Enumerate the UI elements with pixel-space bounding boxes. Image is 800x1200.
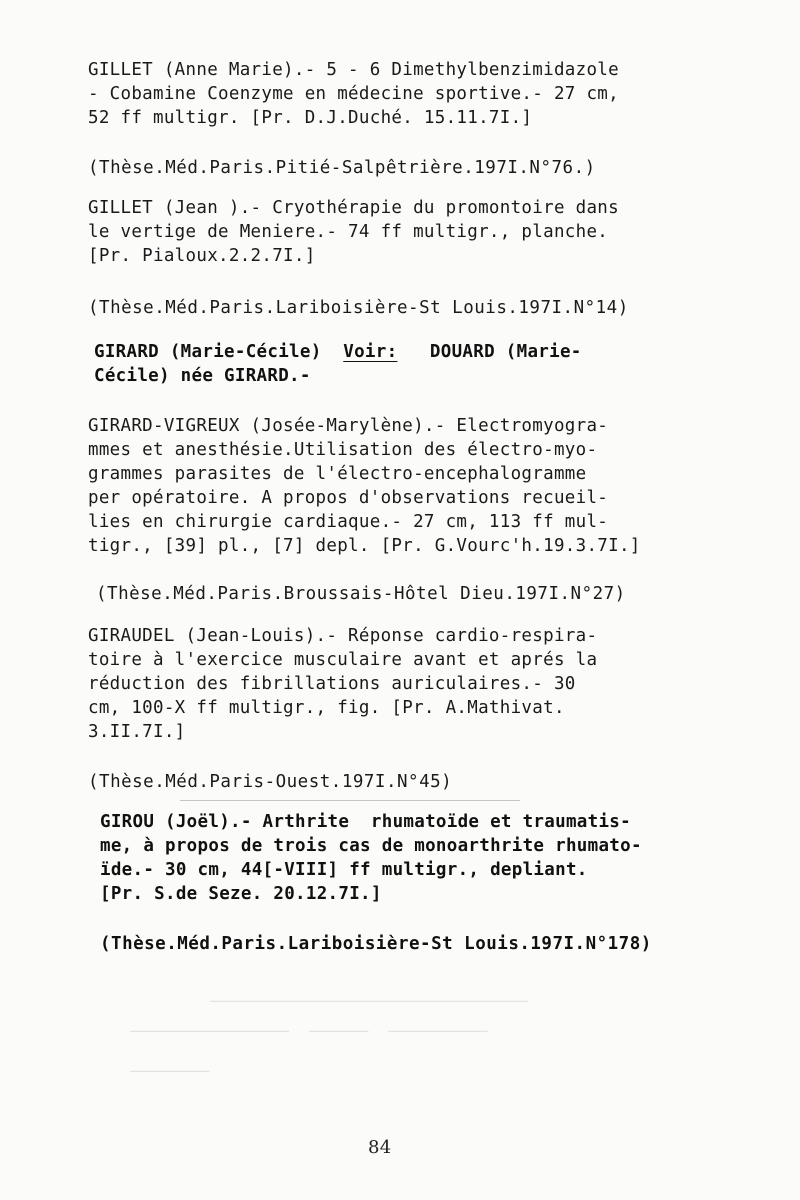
entry-giraudel [88,624,708,744]
entry-line [94,340,714,364]
bleed-through-mark: ──────────────────────────────── [210,992,528,1011]
entry-line: per opératoire. A propos d'observations recueil- [88,488,609,508]
entry-name: GIRARD (Marie-Cécile) [94,342,344,362]
page-number: 84 [368,1137,392,1158]
entry-line: mmes et anesthésie.Utilisation des électro-myo- [88,440,598,460]
entry-line: réduction des fibrillations auriculaires.- 30 [88,674,576,694]
entry-line: ïde.- 30 cm, 44[-VIII] ff multigr., depliant. [100,860,588,880]
thesis-reference: (Thèse.Méd.Paris.Lariboisière-St Louis.197I.N°14) [88,298,629,318]
thesis-reference: (Thèse.Méd.Paris.Lariboisière-St Louis.197I.N°178) [100,934,652,954]
entry-line: 3.II.7I.] [88,722,186,742]
entry-line: [Pr. S.de Seze. 20.12.7I.] [100,884,382,904]
entry-line: GIRARD-VIGREUX (Josée-Marylène).- Electromyogra- [88,416,609,436]
entry-line: me, à propos de trois cas de monoarthrite rhumato- [100,836,642,856]
bleed-through-mark: ──────── [130,1062,210,1081]
entry-line: tigr., [39] pl., [7] depl. [Pr. G.Vourc'h.19.3.7I.] [88,536,641,556]
thesis-reference: (Thèse.Méd.Paris.Broussais-Hôtel Dieu.197I.N°27) [96,584,626,604]
entry-line: GIROU (Joël).- Arthrite rhumatoïde et traumatis- [100,812,631,832]
entry-line: GILLET (Jean ).- Cryothérapie du promontoire dans [88,198,619,218]
divider-line [180,800,520,801]
entry-line: GILLET (Anne Marie).- 5 - 6 Dimethylbenzimidazole [88,60,619,80]
entry-line: lies en chirurgie cardiaque.- 27 cm, 113 ff mul- [88,512,609,532]
entry-line: - Cobamine Coenzyme en médecine sportive.- 27 cm, [88,84,619,104]
entry-girard-vigreux [88,414,708,558]
thesis-reference: (Thèse.Méd.Paris-Ouest.197I.N°45) [88,772,453,792]
entry-line: Cécile) née GIRARD.- [94,366,311,386]
entry-line: le vertige de Meniere.- 74 ff multigr., planche. [88,222,609,242]
see-also-label: Voir: [343,342,398,362]
entry-line: toire à l'exercice musculaire avant et aprés la [88,650,598,670]
cross-reference-target: DOUARD (Marie- [397,342,582,362]
thesis-reference: (Thèse.Méd.Paris.Pitié-Salpêtrière.197I.N°76.) [88,158,596,178]
entry-line: [Pr. Pialoux.2.2.7I.] [88,246,316,266]
bleed-through-mark: ────────── ────── ──────────────── [130,1022,488,1041]
entry-girou [100,810,720,906]
entry-line: GIRAUDEL (Jean-Louis).- Réponse cardio-respira- [88,626,598,646]
entry-gillet-jean [88,196,708,268]
entry-line: 52 ff multigr. [Pr. D.J.Duché. 15.11.7I.] [88,108,533,128]
entry-line: grammes parasites de l'électro-encephalogramme [88,464,587,484]
entry-gillet-anne-marie [88,58,708,130]
entry-line: cm, 100-X ff multigr., fig. [Pr. A.Mathivat. [88,698,565,718]
entry-girard-cross-reference [94,340,714,388]
